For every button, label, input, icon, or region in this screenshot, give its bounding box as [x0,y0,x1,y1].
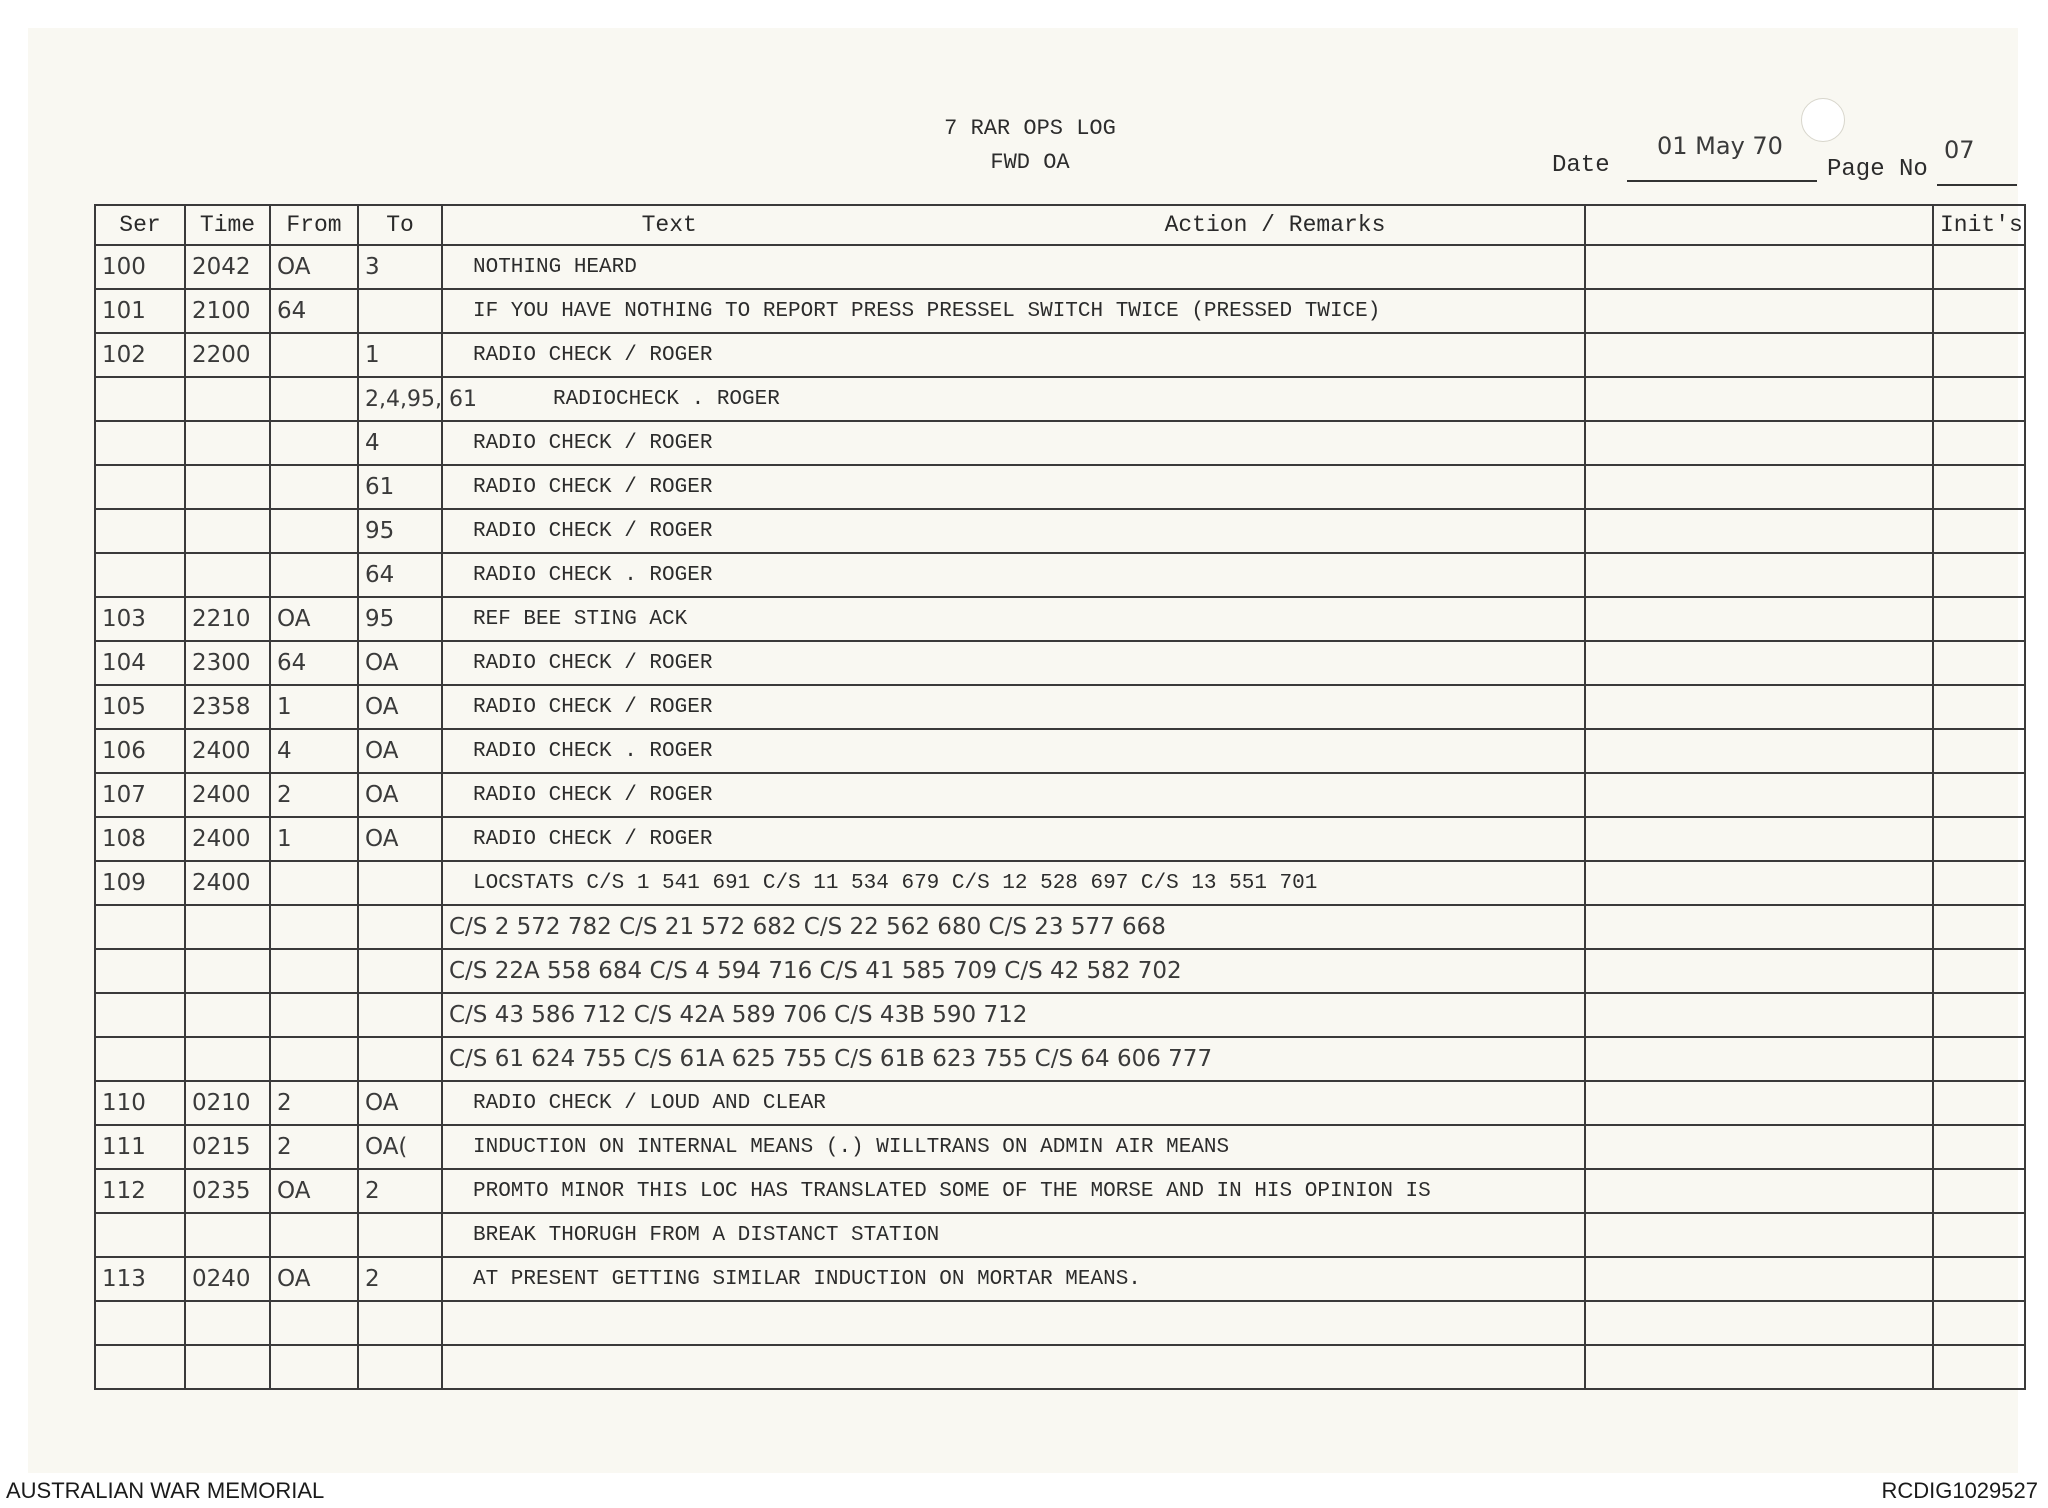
cell-remarks [1585,245,1933,289]
cell-from [270,1037,358,1081]
cell-to: 1 [358,333,442,377]
cell-text: C/S 22A 558 684 C/S 4 594 716 C/S 41 585 709 C/S 42 582 702 [442,949,1585,993]
cell-time: 2358 [185,685,270,729]
col-time: Time [185,205,270,245]
col-text [442,205,1585,245]
cell-from [270,509,358,553]
cell-from [270,905,358,949]
cell-text: C/S 43 586 712 C/S 42A 589 706 C/S 43B 590 712 [442,993,1585,1037]
cell-from: OA [270,1169,358,1213]
cell-to [358,1213,442,1257]
cell-init [1933,905,2025,949]
date-underline [1627,180,1817,182]
table-row [95,641,2025,685]
cell-time [185,905,270,949]
footer-source: AUSTRALIAN WAR MEMORIAL [6,1478,325,1503]
table-row [95,861,2025,905]
cell-ser [95,1345,185,1389]
cell-init [1933,1345,2025,1389]
cell-text: RADIO CHECK / ROGER [442,333,1585,377]
cell-time: 0235 [185,1169,270,1213]
table-row [95,377,2025,421]
table-row [95,421,2025,465]
cell-init [1933,773,2025,817]
table-row [95,245,2025,289]
cell-init [1933,289,2025,333]
cell-init [1933,597,2025,641]
cell-from: OA [270,597,358,641]
cell-ser: 108 [95,817,185,861]
cell-ser: 107 [95,773,185,817]
cell-init [1933,861,2025,905]
cell-from [270,421,358,465]
cell-to: OA [358,817,442,861]
cell-init [1933,465,2025,509]
col-text-label: Text [641,212,697,238]
cell-ser: 106 [95,729,185,773]
cell-to [358,1345,442,1389]
cell-ser: 109 [95,861,185,905]
cell-remarks [1585,1345,1933,1389]
cell-init [1933,553,2025,597]
table-row [95,1345,2025,1389]
cell-time: 2400 [185,773,270,817]
cell-ser: 104 [95,641,185,685]
cell-to: 2,4,95, 61 [358,377,442,421]
cell-text: RADIO CHECK . ROGER [442,729,1585,773]
cell-remarks [1585,289,1933,333]
cell-time: 0210 [185,1081,270,1125]
table-row [95,773,2025,817]
cell-init [1933,1125,2025,1169]
cell-time: 0215 [185,1125,270,1169]
table-row [95,905,2025,949]
cell-init [1933,685,2025,729]
page-value: 07 [1944,136,1975,164]
cell-init [1933,377,2025,421]
cell-text: RADIO CHECK / LOUD AND CLEAR [442,1081,1585,1125]
cell-remarks [1585,333,1933,377]
cell-to: 61 [358,465,442,509]
cell-init [1933,1081,2025,1125]
cell-ser [95,421,185,465]
cell-time: 0240 [185,1257,270,1301]
page-underline [1937,184,2017,186]
cell-to: 4 [358,421,442,465]
cell-from [270,465,358,509]
cell-time: 2400 [185,861,270,905]
cell-to: 2 [358,1257,442,1301]
cell-to: 2 [358,1169,442,1213]
footer-id: RCDIG1029527 [1881,1478,2038,1503]
table-row [95,1125,2025,1169]
cell-text: REF BEE STING ACK [442,597,1585,641]
cell-from [270,553,358,597]
cell-text [442,1345,1585,1389]
cell-time: 2300 [185,641,270,685]
cell-remarks [1585,641,1933,685]
cell-ser: 103 [95,597,185,641]
cell-remarks [1585,729,1933,773]
cell-ser [95,949,185,993]
cell-ser [95,1213,185,1257]
cell-init [1933,1257,2025,1301]
cell-from: 2 [270,1125,358,1169]
date-label: Date [1552,152,1610,179]
cell-text: NOTHING HEARD [442,245,1585,289]
cell-remarks [1585,1257,1933,1301]
cell-ser: 100 [95,245,185,289]
table-row [95,1257,2025,1301]
table-row [95,597,2025,641]
cell-init [1933,421,2025,465]
cell-remarks [1585,421,1933,465]
header-row [95,205,2025,245]
cell-to [358,949,442,993]
cell-text: C/S 61 624 755 C/S 61A 625 755 C/S 61B 623 755 C/S 64 606 777 [442,1037,1585,1081]
cell-text [442,1301,1585,1345]
cell-to: 3 [358,245,442,289]
cell-to: OA [358,773,442,817]
table-row [95,1169,2025,1213]
cell-ser: 112 [95,1169,185,1213]
col-remarks [1585,205,1933,245]
cell-remarks [1585,1081,1933,1125]
cell-init [1933,817,2025,861]
cell-text: PROMTO MINOR THIS LOC HAS TRANSLATED SOME OF THE MORSE AND IN HIS OPINION IS [442,1169,1585,1213]
cell-ser [95,993,185,1037]
cell-remarks [1585,553,1933,597]
cell-ser [95,377,185,421]
cell-time [185,509,270,553]
cell-text: RADIO CHECK / ROGER [442,465,1585,509]
log-subtitle: FWD OA [990,150,1070,175]
cell-text: RADIO CHECK / ROGER [442,421,1585,465]
cell-ser [95,553,185,597]
cell-time: 2100 [185,289,270,333]
log-body [95,245,2025,1389]
cell-remarks [1585,1169,1933,1213]
cell-remarks [1585,949,1933,993]
cell-remarks [1585,905,1933,949]
cell-init [1933,1301,2025,1345]
cell-text: RADIO CHECK / ROGER [442,817,1585,861]
cell-time: 2042 [185,245,270,289]
cell-remarks [1585,377,1933,421]
cell-ser: 101 [95,289,185,333]
table-row [95,333,2025,377]
ops-log-table [94,204,2026,1390]
table-row [95,289,2025,333]
cell-init [1933,245,2025,289]
table-row [95,553,2025,597]
cell-init [1933,949,2025,993]
cell-text: RADIO CHECK / ROGER [442,641,1585,685]
cell-from: 1 [270,817,358,861]
cell-from [270,1213,358,1257]
cell-from [270,1301,358,1345]
table-row [95,993,2025,1037]
cell-remarks [1585,509,1933,553]
cell-text: LOCSTATS C/S 1 541 691 C/S 11 534 679 C/S 12 528 697 C/S 13 551 701 [442,861,1585,905]
cell-text: C/S 2 572 782 C/S 21 572 682 C/S 22 562 680 C/S 23 577 668 [442,905,1585,949]
table-row [95,509,2025,553]
cell-remarks [1585,861,1933,905]
cell-init [1933,1037,2025,1081]
cell-to: OA [358,641,442,685]
date-value: 01 May 70 [1657,132,1783,160]
cell-to: OA [358,685,442,729]
cell-from: 64 [270,641,358,685]
cell-init [1933,993,2025,1037]
table-row [95,729,2025,773]
cell-text: RADIO CHECK / ROGER [442,773,1585,817]
table-row [95,1301,2025,1345]
cell-remarks [1585,597,1933,641]
table-row [95,817,2025,861]
cell-ser [95,1037,185,1081]
table-row [95,949,2025,993]
punch-hole [1801,98,1845,142]
table-row [95,1081,2025,1125]
cell-remarks [1585,993,1933,1037]
cell-time: 2400 [185,729,270,773]
cell-remarks [1585,773,1933,817]
cell-remarks [1585,817,1933,861]
cell-init [1933,1213,2025,1257]
cell-from [270,333,358,377]
cell-text: INDUCTION ON INTERNAL MEANS (.) WILLTRANS ON ADMIN AIR MEANS [442,1125,1585,1169]
cell-to: 95 [358,509,442,553]
cell-time: 2400 [185,817,270,861]
cell-time [185,1213,270,1257]
cell-to [358,1037,442,1081]
col-action-label: Action / Remarks [1164,212,1386,238]
cell-text: RADIO CHECK / ROGER [442,685,1585,729]
cell-remarks [1585,1037,1933,1081]
cell-ser: 113 [95,1257,185,1301]
cell-remarks [1585,685,1933,729]
cell-ser [95,465,185,509]
cell-from: 64 [270,289,358,333]
cell-from [270,1345,358,1389]
cell-from [270,993,358,1037]
cell-ser [95,1301,185,1345]
cell-time [185,1301,270,1345]
table-row [95,1213,2025,1257]
col-from: From [270,205,358,245]
cell-from [270,377,358,421]
cell-remarks [1585,1301,1933,1345]
cell-ser: 111 [95,1125,185,1169]
cell-time [185,1037,270,1081]
cell-time [185,465,270,509]
cell-ser [95,905,185,949]
col-ser: Ser [95,205,185,245]
cell-to: 64 [358,553,442,597]
cell-to: OA [358,1081,442,1125]
cell-from: OA [270,1257,358,1301]
cell-to: OA( [358,1125,442,1169]
cell-init [1933,333,2025,377]
cell-from: OA [270,245,358,289]
cell-ser: 102 [95,333,185,377]
page-label: Page No [1827,156,1928,183]
cell-init [1933,729,2025,773]
cell-text: IF YOU HAVE NOTHING TO REPORT PRESS PRESSEL SWITCH TWICE (PRESSED TWICE) [442,289,1585,333]
cell-remarks [1585,465,1933,509]
cell-from: 2 [270,773,358,817]
cell-ser: 105 [95,685,185,729]
cell-from: 2 [270,1081,358,1125]
cell-to [358,861,442,905]
cell-to: OA [358,729,442,773]
cell-text: BREAK THORUGH FROM A DISTANCT STATION [442,1213,1585,1257]
cell-ser [95,509,185,553]
col-to: To [358,205,442,245]
cell-from: 4 [270,729,358,773]
cell-time: 2210 [185,597,270,641]
cell-text: RADIOCHECK . ROGER [442,377,1585,421]
cell-to [358,1301,442,1345]
log-title: 7 RAR OPS LOG [944,116,1116,141]
table-row [95,1037,2025,1081]
cell-time [185,1345,270,1389]
cell-text: RADIO CHECK . ROGER [442,553,1585,597]
cell-to [358,289,442,333]
cell-text: AT PRESENT GETTING SIMILAR INDUCTION ON MORTAR MEANS. [442,1257,1585,1301]
cell-remarks [1585,1125,1933,1169]
cell-init [1933,1169,2025,1213]
col-init: Init's [1933,205,2025,245]
cell-time: 2200 [185,333,270,377]
cell-to: 95 [358,597,442,641]
cell-time [185,377,270,421]
cell-text: RADIO CHECK / ROGER [442,509,1585,553]
table-row [95,465,2025,509]
cell-from [270,949,358,993]
cell-init [1933,509,2025,553]
cell-time [185,553,270,597]
cell-from [270,861,358,905]
cell-to [358,905,442,949]
cell-time [185,993,270,1037]
cell-init [1933,641,2025,685]
cell-ser: 110 [95,1081,185,1125]
cell-to [358,993,442,1037]
cell-from: 1 [270,685,358,729]
cell-time [185,949,270,993]
cell-remarks [1585,1213,1933,1257]
cell-time [185,421,270,465]
table-row [95,685,2025,729]
